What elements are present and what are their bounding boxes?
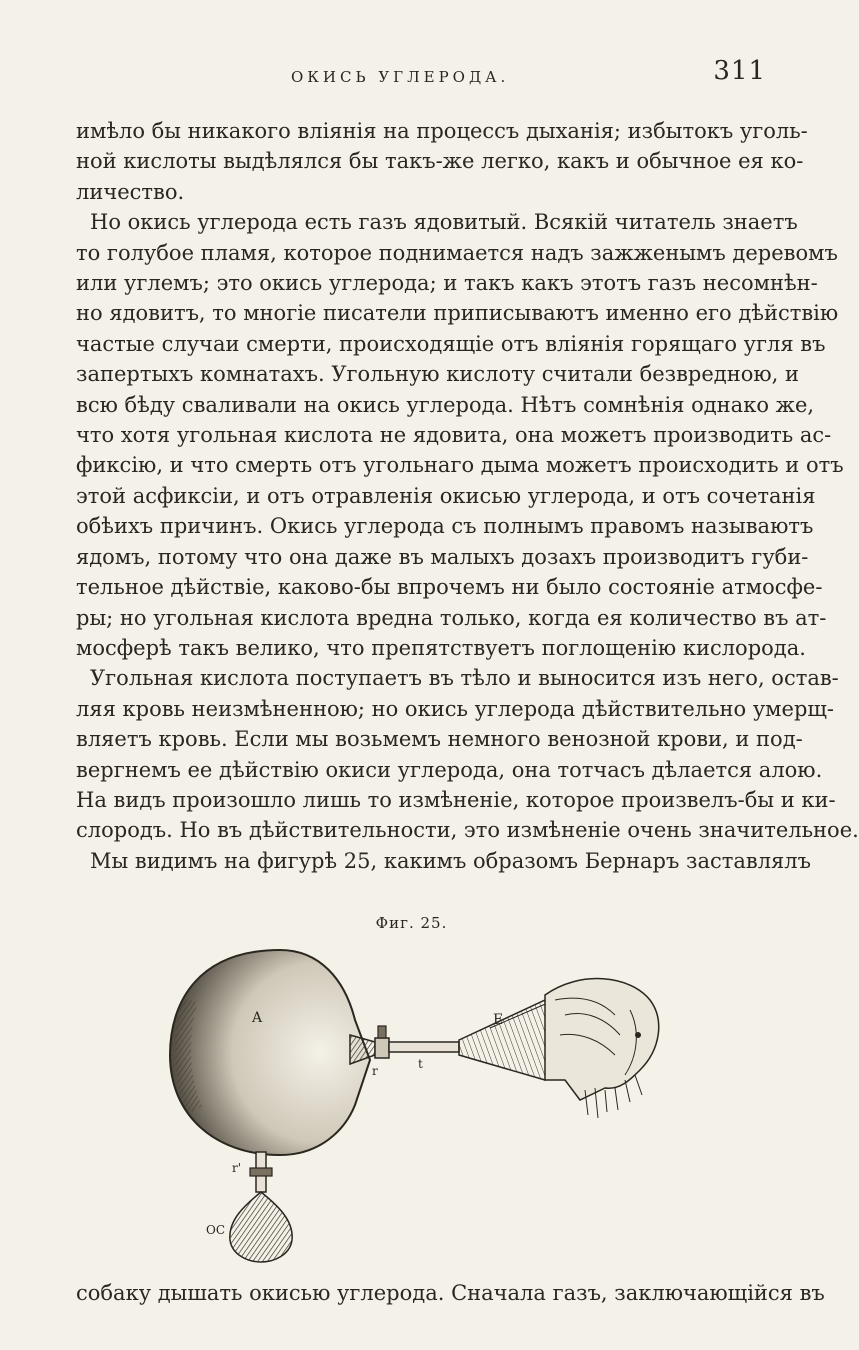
text-line: вляетъ кровь. Если мы возьмемъ немного венозной крови, и под- [76,727,803,752]
text-line: ядомъ, потому что она даже въ малыхъ дозахъ производитъ губи- [76,544,809,569]
page-header [76,56,766,92]
text-line: или углемъ; это окись углерода; и такъ какъ этотъ газъ несомнѣн- [76,271,818,296]
bulb-oc [230,1192,292,1262]
text-line: что хотя угольная кислота не ядовита, она можетъ производить ас- [76,423,832,448]
text-line: частые случаи смерти, происходящіе отъ вліянія горящаго угля въ [76,331,826,356]
text-line: Угольная кислота поступаетъ въ тѣло и выносится изъ него, остав- [90,666,839,691]
apparatus-drawing [160,940,680,1260]
body-text [76,116,859,876]
text-line: имѣло бы никакого вліянія на процессъ дыханія; избытокъ уголь- [76,119,808,143]
text-line: обѣихъ причинъ. Окись углерода съ полнымъ правомъ называютъ [76,514,814,539]
running-title: ОКИСЬ УГЛЕРОДА. [291,68,510,86]
continuation-line: собаку дышать окисью углерода. Сначала газъ, заключающійся въ [76,1281,825,1305]
text-line: ляя кровь неизмѣненною; но окись углерода дѣйствительно умерщ- [76,696,835,721]
label-e: E [493,1012,504,1028]
text-line: На видъ произошло лишь то измѣненіе, которое произвелъ-бы и ки- [76,787,836,812]
label-r: r [372,1064,378,1078]
tube-t [389,1042,459,1052]
text-line: мосферѣ такъ велико, что препятствуетъ поглощенію кислорода. [76,635,806,660]
page-number: 311 [713,56,766,86]
bladder-a [170,950,370,1155]
text-line: ной кислоты выдѣлялся бы такъ-же легко, какъ и обычное ея ко- [76,149,804,174]
text-line: этой асфиксіи, и отъ отравленія окисью углерода, и отъ сочетанія [76,483,816,508]
text-line: фиксію, и что смерть отъ угольнаго дыма можетъ происходить и отъ [76,453,844,478]
label-a: A [252,1010,263,1026]
label-oc: OC [206,1223,226,1237]
dog-head [545,979,659,1118]
text-line: ры; но угольная кислота вредна только, когда ея количество въ ат- [76,605,827,630]
paragraph-2 [76,207,844,663]
valve-r-prime [250,1152,272,1192]
text-line: но ядовитъ, то многіе писатели приписываютъ именно его дѣйствію [76,301,839,326]
text-line: Мы видимъ на фигурѣ 25, какимъ образомъ Бернаръ заставлялъ [90,848,811,873]
text-line: личество. [76,179,185,204]
label-r-prime: r' [232,1161,242,1175]
text-line: вергнемъ ее дѣйствію окиси углерода, она тотчасъ дѣлается алою. [76,757,823,782]
text-line: слородъ. Но въ дѣйствительности, это измѣненіе очень значительное. [76,818,859,843]
text-line: тельное дѣйствіе, каково-бы впрочемъ ни было состояніе атмосфе- [76,575,823,600]
muzzle-cone-e [459,1000,555,1080]
label-t: t [418,1057,423,1071]
text-line: то голубое пламя, которое поднимается надъ зажженымъ деревомъ [76,240,838,265]
text-line: Но окись углерода есть газъ ядовитый. Всякій читатель знаетъ [90,210,798,235]
text-line: запертыхъ комнатахъ. Угольную кислоту считали безвредною, и [76,362,799,387]
text-line: всю бѣду сваливали на окись углерода. Нѣтъ сомнѣнія однако же, [76,392,815,417]
figure-caption: Фиг. 25. [375,914,448,932]
paragraph-3 [76,663,859,876]
figure-illustration [160,940,680,1260]
paragraph-1 [76,116,808,207]
